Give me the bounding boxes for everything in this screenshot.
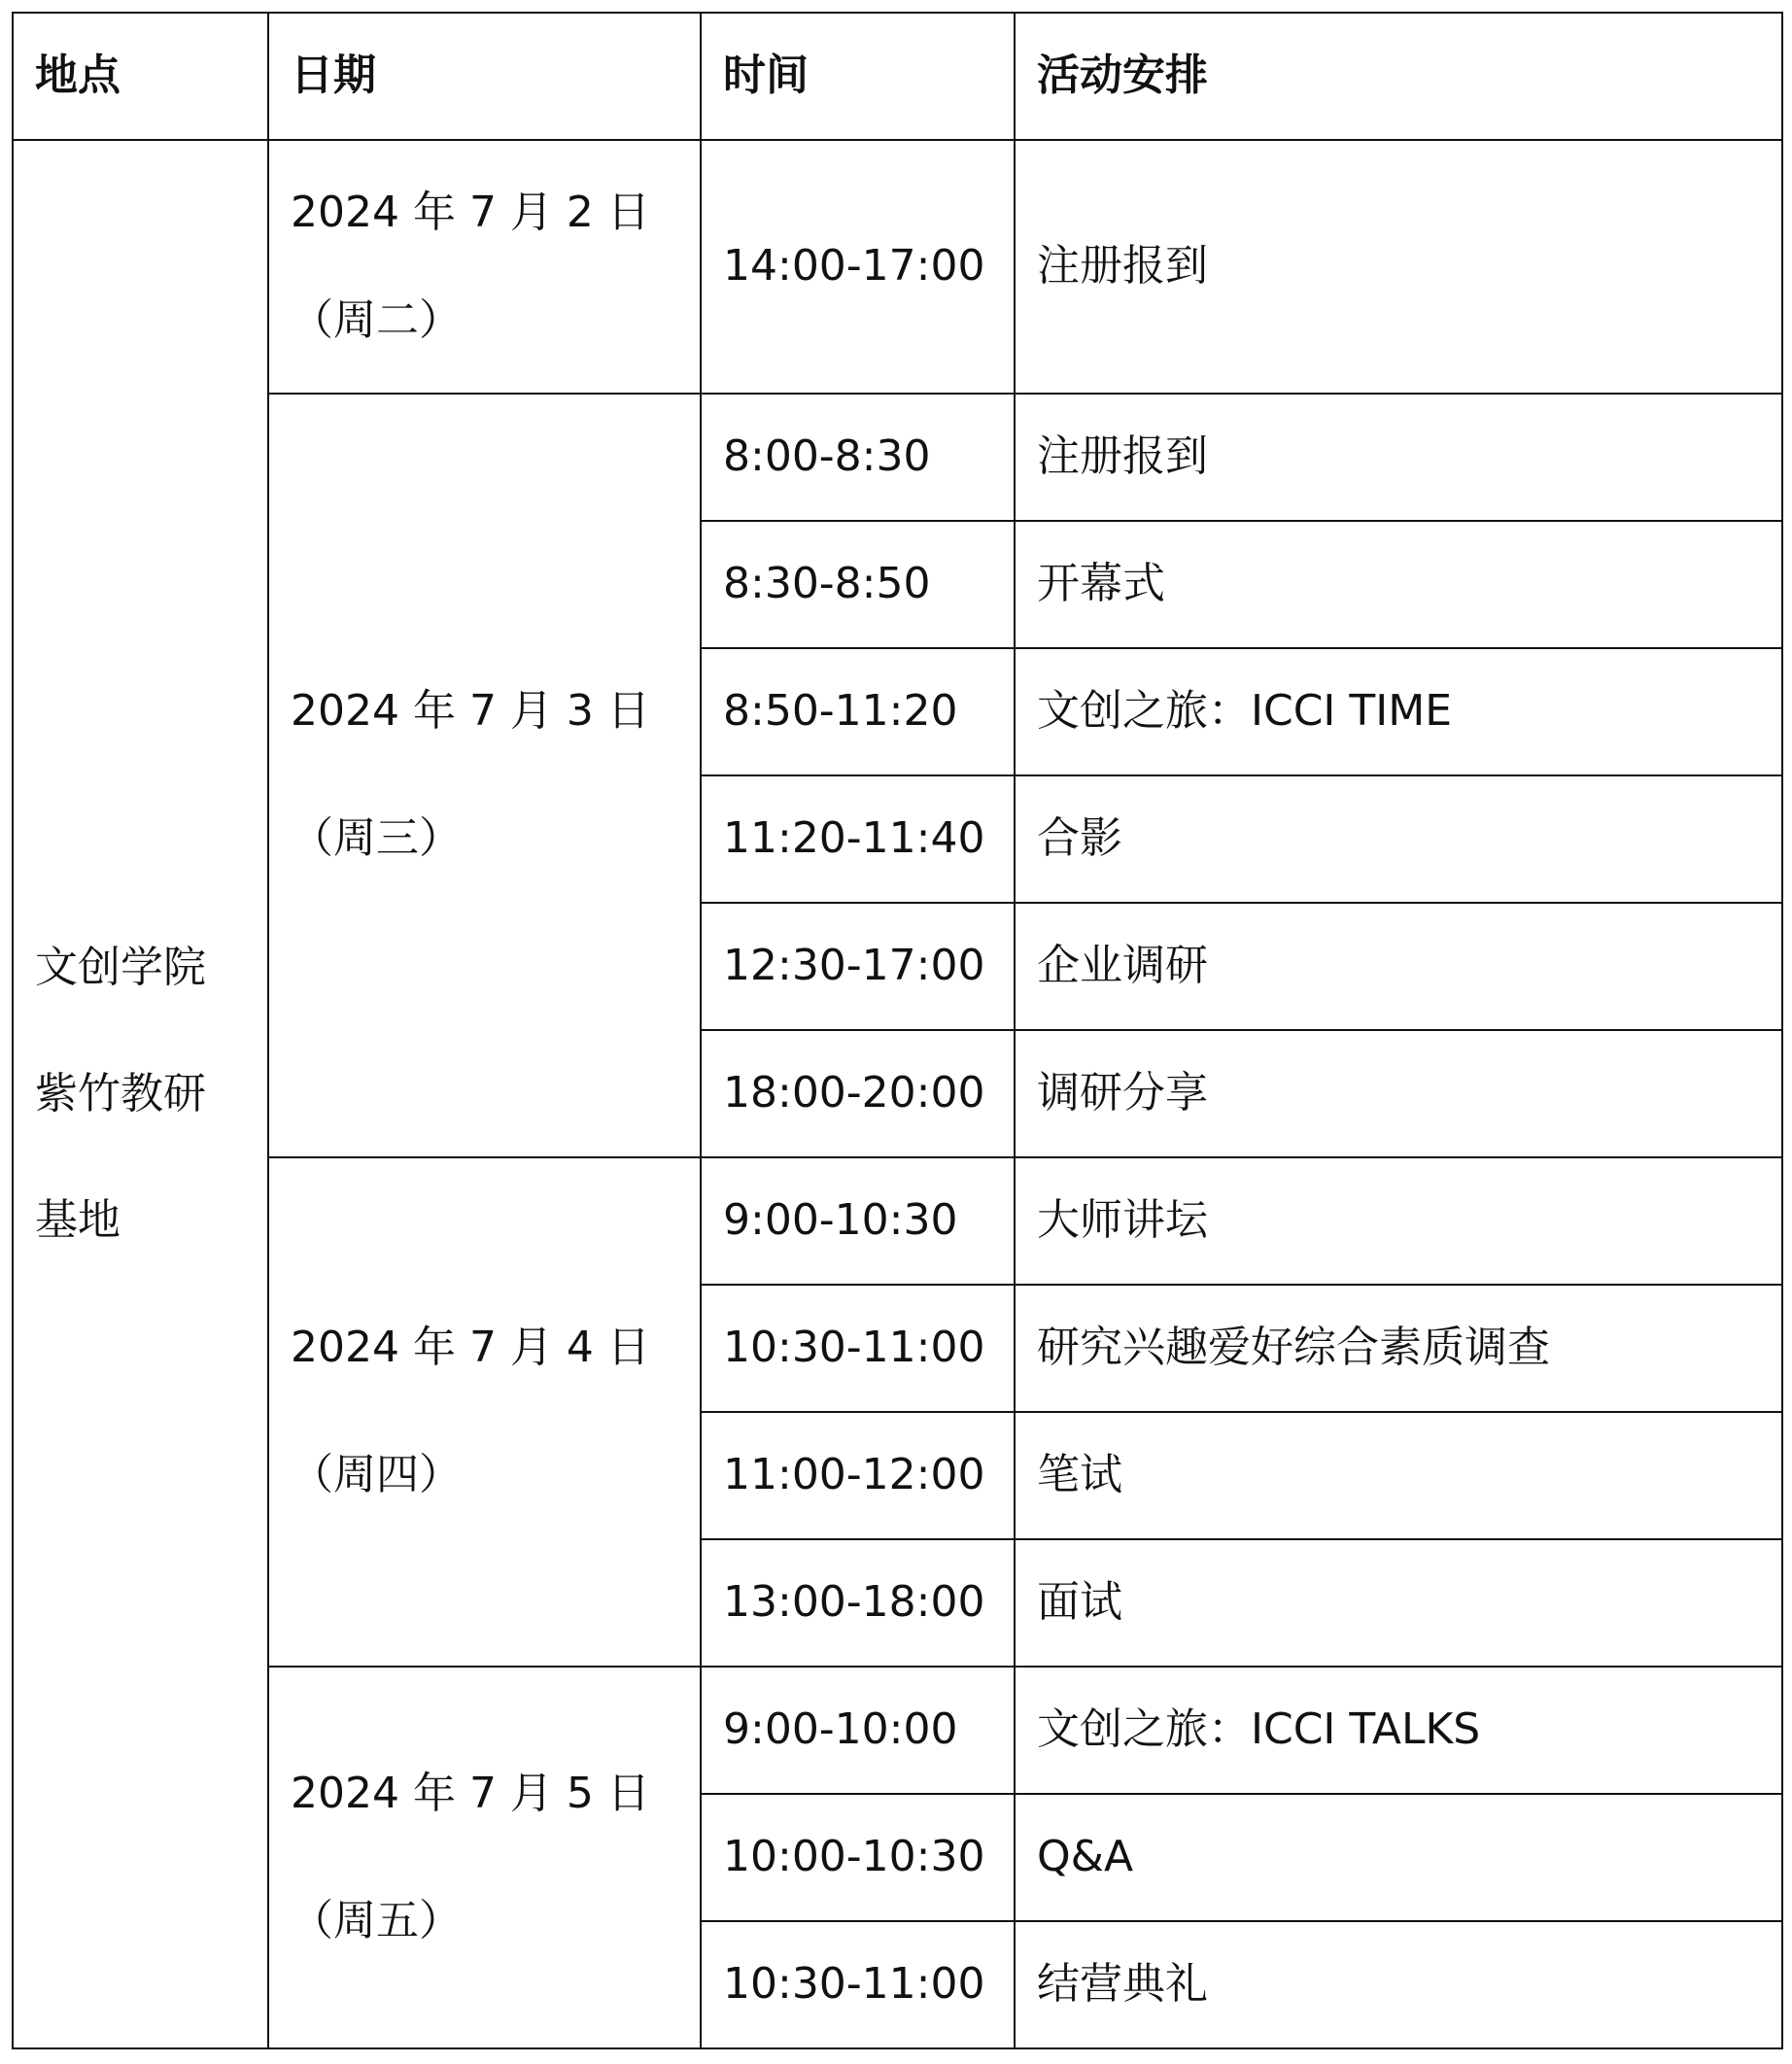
time-cell: 8:50-11:20 bbox=[701, 648, 1015, 775]
activity-cell: 大师讲坛 bbox=[1015, 1157, 1782, 1285]
time-cell: 11:20-11:40 bbox=[701, 775, 1015, 903]
date-text: 2024 年 7 月 3 日 bbox=[291, 686, 650, 737]
date-cell bbox=[268, 1157, 701, 1667]
location-line: 文创学院 bbox=[35, 943, 206, 992]
time-cell: 13:00-18:00 bbox=[701, 1539, 1015, 1667]
table-row bbox=[13, 1667, 1782, 1794]
activity-cell: Q&A bbox=[1015, 1794, 1782, 1921]
date-text: 2024 年 7 月 4 日 bbox=[291, 1323, 650, 1373]
activity-cell: 调研分享 bbox=[1015, 1030, 1782, 1157]
activity-cell: 研究兴趣爱好综合素质调查 bbox=[1015, 1285, 1782, 1412]
header-location: 地点 bbox=[13, 13, 268, 140]
time-cell: 9:00-10:30 bbox=[701, 1157, 1015, 1285]
time-cell: 14:00-17:00 bbox=[701, 140, 1015, 394]
date-cell bbox=[268, 394, 701, 1157]
time-cell: 10:00-10:30 bbox=[701, 1794, 1015, 1921]
time-cell: 10:30-11:00 bbox=[701, 1921, 1015, 2048]
table-row bbox=[13, 140, 1782, 394]
time-cell: 9:00-10:00 bbox=[701, 1667, 1015, 1794]
activity-cell: 文创之旅：ICCI TALKS bbox=[1015, 1667, 1782, 1794]
activity-cell: 注册报到 bbox=[1015, 394, 1782, 521]
time-cell: 8:00-8:30 bbox=[701, 394, 1015, 521]
table-row bbox=[13, 394, 1782, 521]
location-cell bbox=[13, 140, 268, 2048]
activity-cell: 笔试 bbox=[1015, 1412, 1782, 1539]
date-cell bbox=[268, 140, 701, 394]
weekday-text: （周三） bbox=[291, 813, 462, 863]
activity-cell: 面试 bbox=[1015, 1539, 1782, 1667]
activity-cell: 企业调研 bbox=[1015, 903, 1782, 1030]
header-date: 日期 bbox=[268, 13, 701, 140]
date-cell bbox=[268, 1667, 701, 2048]
activity-cell: 开幕式 bbox=[1015, 521, 1782, 648]
table-row bbox=[13, 1157, 1782, 1285]
location-line: 基地 bbox=[35, 1195, 121, 1245]
activity-cell: 结营典礼 bbox=[1015, 1921, 1782, 2048]
weekday-text: （周四） bbox=[291, 1450, 462, 1499]
location-line: 紫竹教研 bbox=[35, 1069, 206, 1118]
date-text: 2024 年 7 月 5 日 bbox=[291, 1768, 650, 1818]
time-cell: 18:00-20:00 bbox=[701, 1030, 1015, 1157]
time-cell: 8:30-8:50 bbox=[701, 521, 1015, 648]
weekday-text: （周五） bbox=[291, 1895, 462, 1945]
date-text: 2024 年 7 月 2 日 bbox=[291, 187, 650, 237]
time-cell: 11:00-12:00 bbox=[701, 1412, 1015, 1539]
activity-cell: 注册报到 bbox=[1015, 140, 1782, 394]
activity-cell: 文创之旅：ICCI TIME bbox=[1015, 648, 1782, 775]
time-cell: 12:30-17:00 bbox=[701, 903, 1015, 1030]
weekday-text: （周二） bbox=[291, 294, 462, 345]
header-activity: 活动安排 bbox=[1015, 13, 1782, 140]
activity-cell: 合影 bbox=[1015, 775, 1782, 903]
time-cell: 10:30-11:00 bbox=[701, 1285, 1015, 1412]
header-time: 时间 bbox=[701, 13, 1015, 140]
schedule-table bbox=[12, 12, 1783, 2049]
